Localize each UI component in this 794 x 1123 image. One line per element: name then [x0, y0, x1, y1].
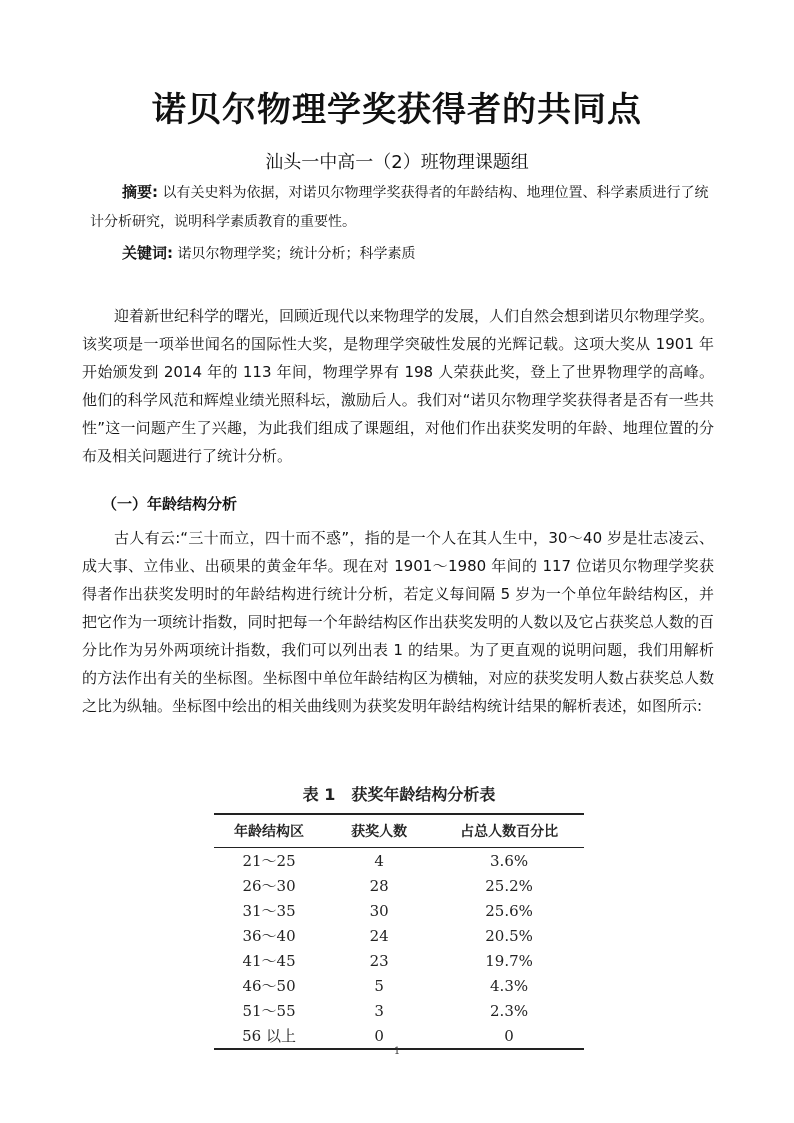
table-cell-count: 5	[374, 976, 384, 995]
table-cell-percentage: 2.3%	[490, 1001, 529, 1020]
table-cell-age-range: 51～55	[242, 1002, 296, 1020]
table-cell-age-range: 21～25	[242, 852, 296, 870]
table-cell-age-range: 36～40	[242, 927, 296, 945]
section-heading: （一）年龄结构分析	[102, 495, 238, 513]
table-header-age-range: 年龄结构区	[214, 814, 324, 848]
table-header-row	[214, 814, 584, 848]
table-cell-count: 4	[374, 851, 384, 870]
age-structure-table-container	[214, 782, 584, 1050]
keywords-text: 诺贝尔物理学奖；统计分析；科学素质	[177, 246, 416, 262]
table-cell-percentage: 19.7%	[485, 951, 533, 970]
page-number: 1	[393, 1046, 401, 1057]
table-cell-age-range: 41～45	[242, 952, 296, 970]
page-title: 诺贝尔物理学奖获得者的共同点	[152, 90, 642, 130]
table-cell-percentage: 3.6%	[490, 851, 529, 870]
table-cell-age-range: 46～50	[242, 977, 296, 995]
table-row	[214, 923, 584, 948]
table-cell-count: 24	[369, 926, 389, 945]
table-cell-count: 23	[369, 951, 389, 970]
table-row	[214, 873, 584, 898]
table-cell-count: 28	[369, 876, 389, 895]
table-cell-percentage: 20.5%	[485, 926, 533, 945]
table-cell-count: 0	[324, 1023, 434, 1049]
author-line: 汕头一中高一（2）班物理课题组	[265, 152, 529, 173]
table-header-percentage: 占总人数百分比	[434, 814, 584, 848]
table-row	[214, 848, 584, 874]
table-row	[214, 898, 584, 923]
table-cell-count: 3	[374, 1001, 384, 1020]
keywords-label: 关键词:	[122, 244, 173, 262]
table-row	[214, 998, 584, 1023]
table-caption: 表 1 获奖年龄结构分析表	[302, 785, 496, 804]
table-cell-percentage: 25.6%	[485, 901, 533, 920]
table-header-winner-count: 获奖人数	[324, 814, 434, 848]
keywords-block	[90, 239, 715, 269]
table-cell-age-range: 26～30	[242, 877, 296, 895]
table-cell-percentage: 4.3%	[490, 976, 529, 995]
table-cell-count: 30	[369, 901, 389, 920]
table-cell-age-range: 31～35	[242, 902, 296, 920]
table-row	[214, 948, 584, 973]
table-row	[214, 973, 584, 998]
abstract-text: 以有关史料为依据，对诺贝尔物理学奖获得者的年龄结构、地理位置、科学素质进行了统计分析研究，说明科学素质教育的重要性。	[90, 185, 709, 230]
table-cell-percentage: 0	[434, 1023, 584, 1049]
age-structure-table	[214, 813, 584, 1050]
table-cell-age-range: 56 以上	[214, 1023, 324, 1049]
section-paragraph: 古人有云:“三十而立，四十而不惑”，指的是一个人在其人生中，30～40 岁是壮志凌云、成大事、立伟业、出硕果的黄金年华。现在对 1901～1980 年间的 117 位诺贝尔物理学奖获得者作出获奖发明时的年龄结构进行统计分析，若定义每间隔 5 岁为一个单位年龄结构区，并把它作为一项统计指数，同时把每一个年龄结构区作出获奖发明的人数以及它占获奖总人数的百分比作为另外两项统计指数，我们可以列出表 1 的结果。为了更直观的说明问题，我们用解析的方法作出有关的坐标图。坐标图中单位年龄结构区为横轴，对应的获奖发明人数占获奖总人数之比为纵轴。坐标图中绘出的相关曲线则为获奖发明年龄结构统计结果的解析表述，如图所示:	[82, 529, 714, 715]
abstract-block	[90, 178, 715, 237]
abstract-label: 摘要:	[122, 183, 158, 201]
intro-paragraph: 迎着新世纪科学的曙光，回顾近现代以来物理学的发展，人们自然会想到诺贝尔物理学奖。该奖项是一项举世闻名的国际性大奖，是物理学突破性发展的光辉记载。这项大奖从 1901 年开始颁发到 2014 年的 113 年间，物理学界有 198 人荣获此奖，登上了世界物理学的高峰。他们的科学风范和辉煌业绩光照科坛，激励后人。我们对“诺贝尔物理学奖获得者是否有一些共性”这一问题产生了兴趣，为此我们组成了课题组，对他们作出获奖发明的年龄、地理位置的分布及相关问题进行了统计分析。	[82, 307, 715, 465]
table-cell-percentage: 25.2%	[485, 876, 533, 895]
